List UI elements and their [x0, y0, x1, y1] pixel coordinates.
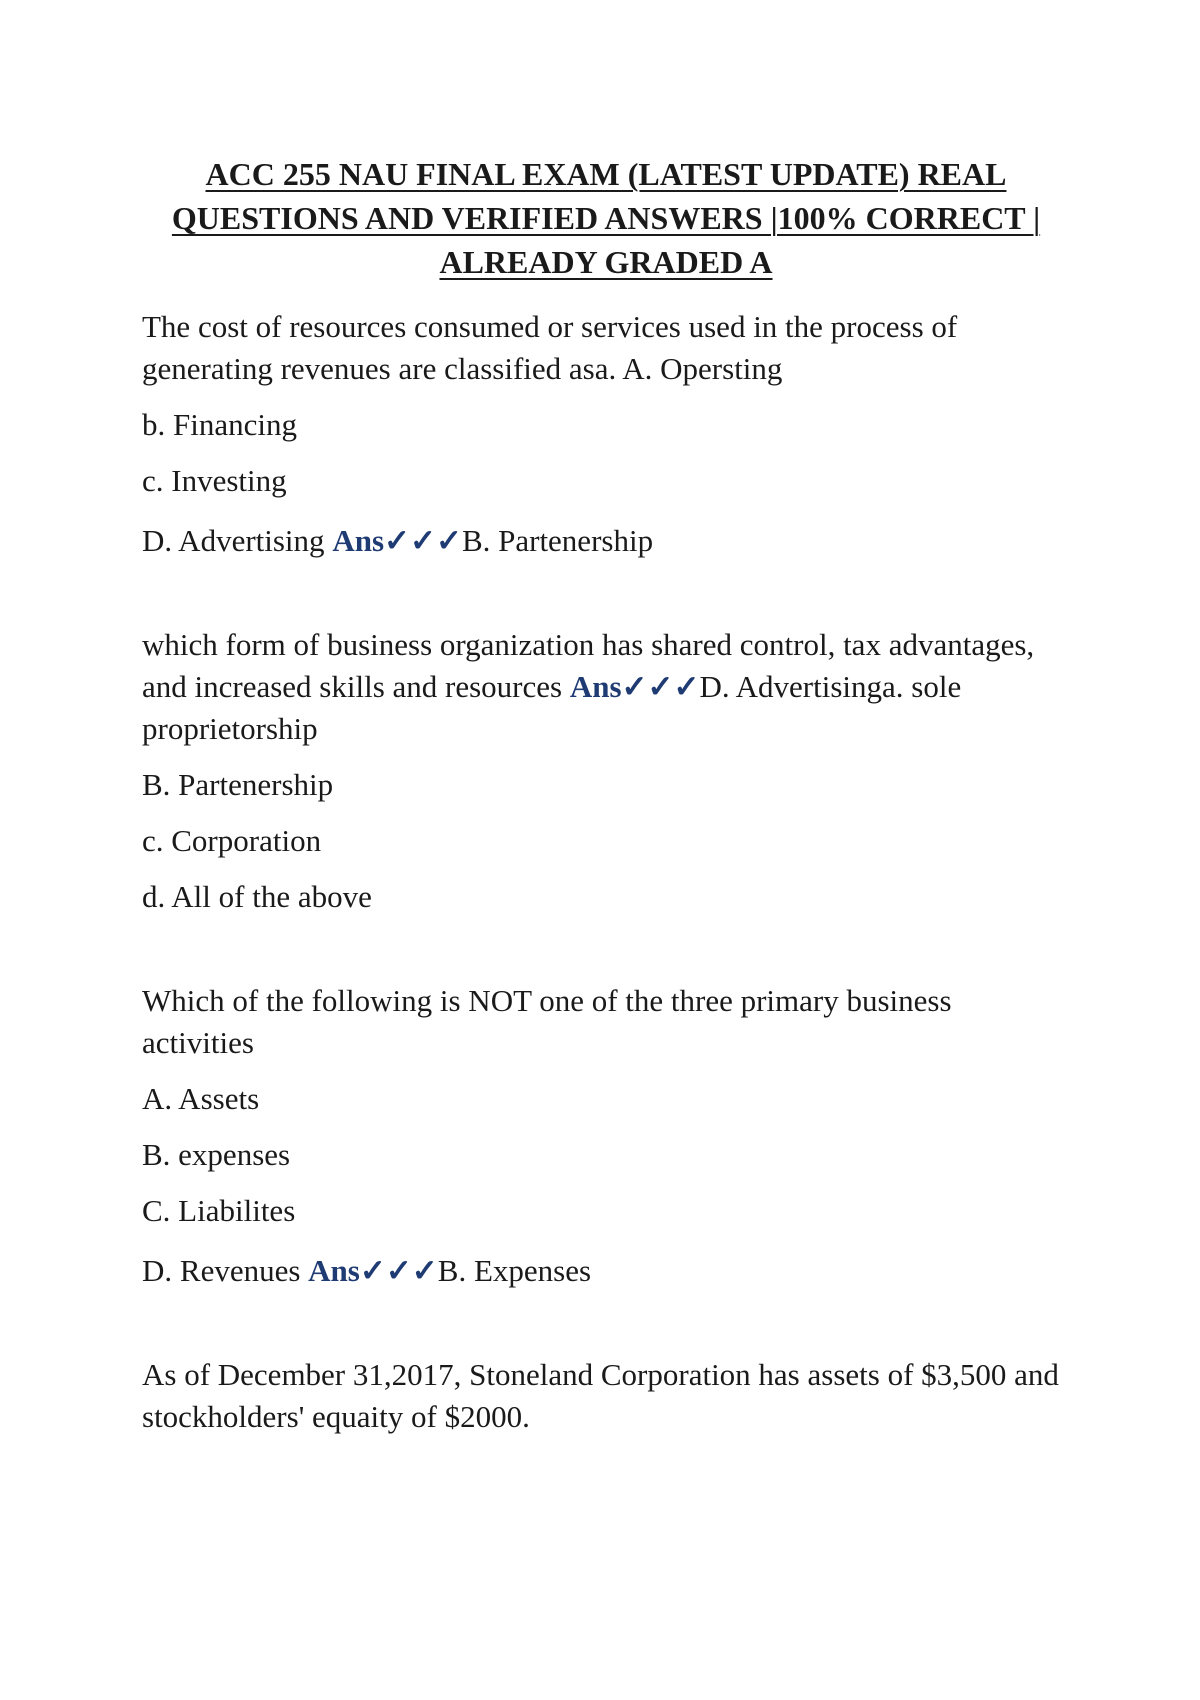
answer-marker: Ans✓✓✓ [569, 669, 700, 704]
question-1-option-c: c. Investing [142, 463, 287, 498]
question-1-option-d: D. Advertising [142, 523, 333, 558]
question-3-option-b: B. expenses [142, 1137, 291, 1172]
question-2-option-d: d. All of the above [142, 879, 372, 914]
document-title [142, 152, 1070, 284]
title-line-1: ACC 255 NAU FINAL EXAM (LATEST UPDATE) REAL [205, 156, 1007, 192]
question-3-option-a: A. Assets [142, 1081, 260, 1116]
question-4-text: As of December 31,2017, Stoneland Corporation has assets of $3,500 and stockholders' equaity of $2000. [142, 1357, 1059, 1434]
question-2-answer: D. Advertisinga. sole proprietorship [142, 669, 962, 746]
title-line-3: ALREADY GRADED A [439, 244, 773, 280]
question-2-option-b: B. Partenership [142, 767, 334, 802]
question-3 [142, 980, 1070, 1292]
question-1-text: The cost of resources consumed or services used in the process of generating revenues are classified asa. A. Opersting [142, 309, 958, 386]
answer-marker: Ans✓✓✓ [308, 1253, 438, 1288]
question-2 [142, 624, 1070, 918]
title-line-2: QUESTIONS AND VERIFIED ANSWERS |100% CORRECT | [171, 200, 1041, 236]
question-3-answer: B. Expenses [437, 1253, 592, 1288]
answer-marker: Ans✓✓✓ [332, 523, 462, 558]
question-3-text: Which of the following is NOT one of the three primary business activities [142, 983, 952, 1060]
question-1 [142, 306, 1070, 562]
question-2-option-c: c. Corporation [142, 823, 322, 858]
question-1-answer-line [142, 520, 1070, 562]
question-3-option-d: D. Revenues [142, 1253, 309, 1288]
question-4 [142, 1354, 1070, 1438]
question-2-text [142, 624, 1070, 750]
question-3-option-c: C. Liabilites [142, 1193, 296, 1228]
question-2-prompt: which form of business organization has shared control, tax advantages, and increased skills and resources [142, 627, 1035, 704]
question-1-answer: B. Partenership [461, 523, 654, 558]
question-3-answer-line [142, 1250, 1070, 1292]
question-1-option-b: b. Financing [142, 407, 297, 442]
